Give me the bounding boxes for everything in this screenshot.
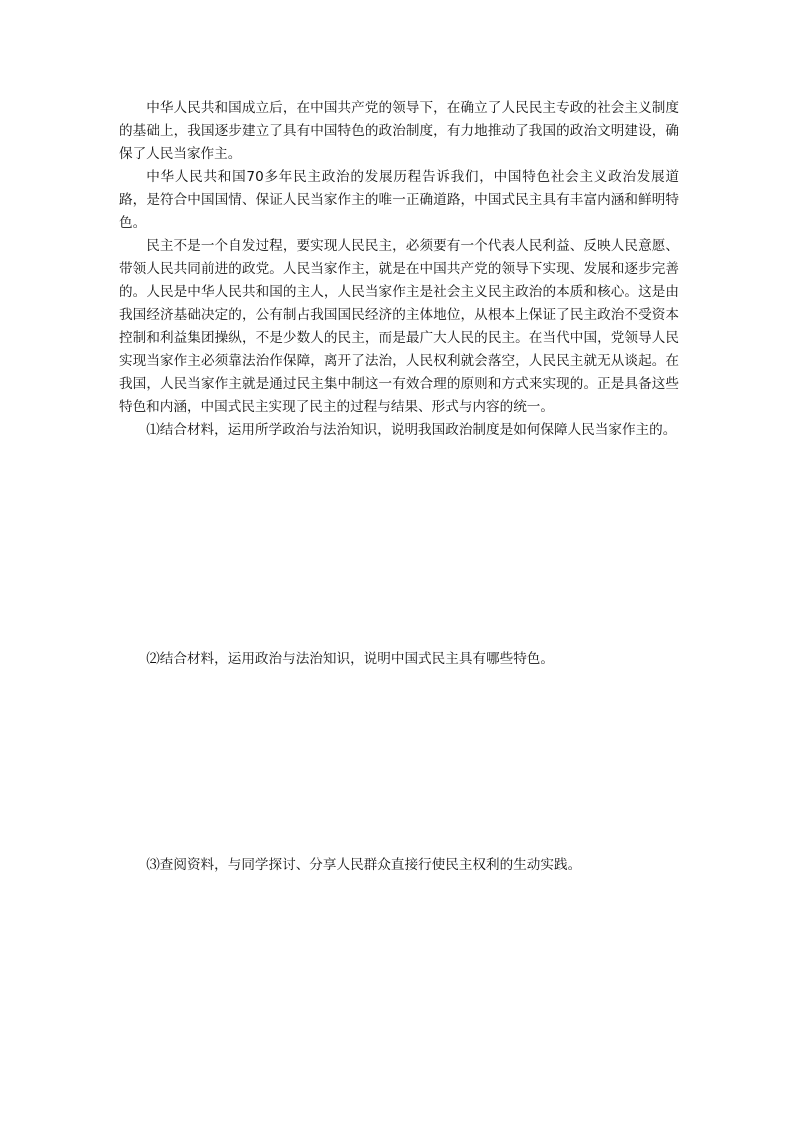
question-1: ⑴结合材料，运用所学政治与法治知识，说明我国政治制度是如何保障人民当家作主的。	[146, 422, 677, 438]
document-page	[119, 97, 679, 877]
questions-section	[119, 419, 679, 877]
question-3: ⑶查阅资料，与同学探讨、分享人民群众直接行使民主权利的生动实践。	[146, 857, 582, 873]
material-paragraph-2: 中华人民共和国70多年民主政治的发展历程告诉我们，中国特色社会主义政治发展道路，是符合中国国情、保证人民当家作主的唯一正确道路，中国式民主具有丰富内涵和鲜明特色。	[119, 169, 679, 231]
question-2: ⑵结合材料，运用政治与法治知识，说明中国式民主具有哪些特色。	[146, 651, 554, 667]
material-paragraph-3: 民主不是一个自发过程，要实现人民民主，必须要有一个代表人民利益、反映人民意愿、带领人民共同前进的政党。人民当家作主，就是在中国共产党的领导下实现、发展和逐步完善的。人民是中华人民共和国的主人，人民当家作主是社会主义民主政治的本质和核心。这是由我国经济基础决定的，公有制占我国国民经济的主体地位，从根本上保证了民主政治不受资本控制和利益集团操纵，不是少数人的民主，而是最广大人民的民主。在当代中国，党领导人民实现当家作主必须靠法治作保障，离开了法治，人民权利就会落空，人民民主就无从谈起。在我国，人民当家作主就是通过民主集中制这一有效合理的原则和方式来实现的。正是具备这些特色和内涵，中国式民主实现了民主的过程与结果、形式与内容的统一。	[119, 238, 679, 415]
material-section	[119, 97, 679, 419]
answer-space-1	[119, 442, 679, 648]
material-paragraph-1: 中华人民共和国成立后，在中国共产党的领导下，在确立了人民民主专政的社会主义制度的基础上，我国逐步建立了具有中国特色的政治制度，有力地推动了我国的政治文明建设，确保了人民当家作主。	[119, 100, 679, 162]
answer-space-2	[119, 671, 679, 854]
